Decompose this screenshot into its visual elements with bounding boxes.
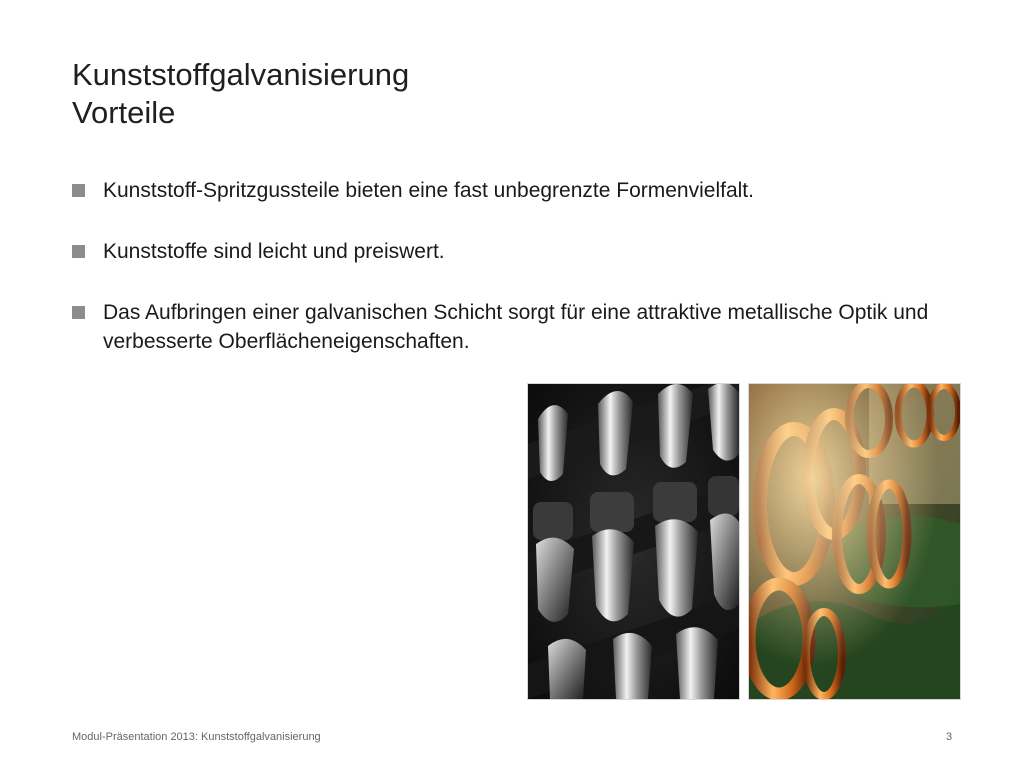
bullet-item	[72, 176, 932, 205]
title-line-1: Kunststoffgalvanisierung	[72, 57, 410, 92]
bullet-text: Das Aufbringen einer galvanischen Schicht sorgt für eine attraktive metallische Optik und verbesserte Oberflächeneigenschaften.	[103, 301, 929, 353]
photo-chrome-parts	[527, 383, 740, 700]
title-line-2: Vorteile	[72, 95, 176, 130]
page-number: 3	[946, 731, 953, 743]
bullet-list	[72, 176, 932, 356]
bullet-item	[72, 298, 932, 356]
square-bullet-icon	[72, 306, 85, 319]
bullet-item	[72, 237, 932, 266]
square-bullet-icon	[72, 184, 85, 197]
chrome-parts-illustration	[528, 384, 739, 699]
bullet-text: Kunststoffe sind leicht und preiswert.	[103, 240, 445, 263]
copper-rings-illustration	[749, 384, 960, 699]
square-bullet-icon	[72, 245, 85, 258]
photo-copper-rings	[748, 383, 961, 700]
slide-title	[72, 56, 409, 132]
footer-text: Modul-Präsentation 2013: Kunststoffgalvanisierung	[72, 731, 321, 743]
bullet-text: Kunststoff-Spritzgussteile bieten eine fast unbegrenzte Formenvielfalt.	[103, 179, 754, 202]
